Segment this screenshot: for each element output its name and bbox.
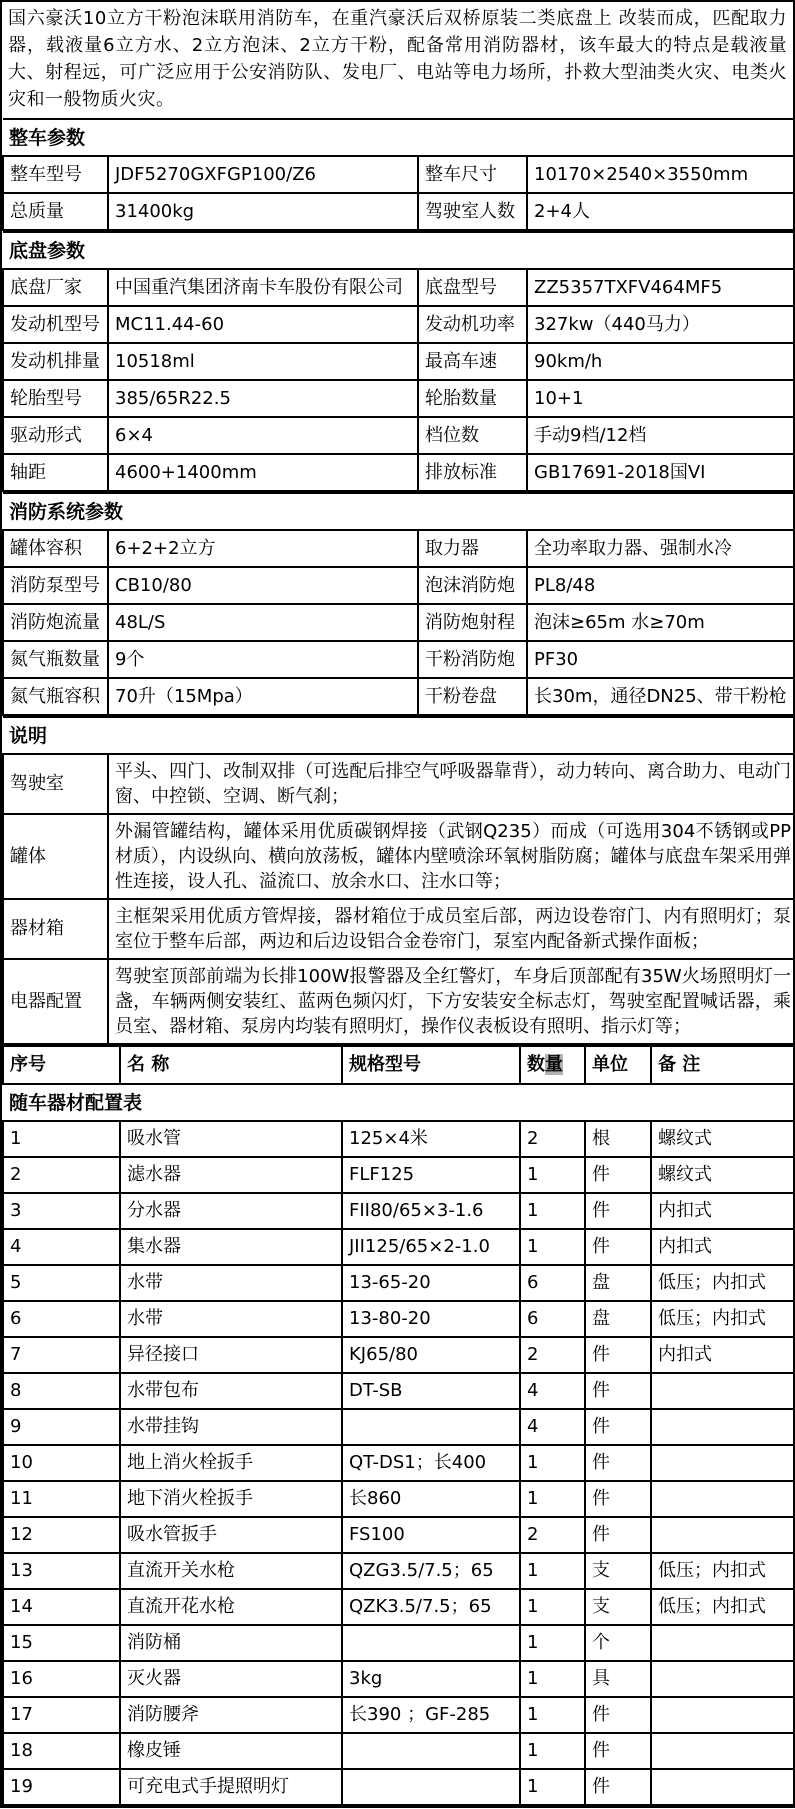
equip-unit: 个: [585, 1625, 651, 1661]
equip-qty: 1: [520, 1481, 585, 1517]
equip-name: 滤水器: [120, 1157, 342, 1193]
param-value: 90km/h: [527, 343, 795, 380]
equip-unit: 件: [585, 1481, 651, 1517]
param-label: 取力器: [418, 530, 527, 567]
equip-qty: 1: [520, 1589, 585, 1625]
param-value: 中国重汽集团济南卡车股份有限公司: [108, 269, 418, 306]
equip-unit: 件: [585, 1229, 651, 1265]
equip-remark: [651, 1661, 795, 1697]
equip-qty: 2: [520, 1517, 585, 1553]
table-row: [3, 530, 795, 567]
equip-model: [342, 1625, 520, 1661]
equip-model: QZK3.5/7.5；65: [342, 1589, 520, 1625]
param-label: 消防炮射程: [418, 604, 527, 641]
equip-model: FS100: [342, 1517, 520, 1553]
table-row: [3, 193, 795, 230]
equip-qty: 4: [520, 1409, 585, 1445]
table-row: [3, 343, 795, 380]
equip-model: DT-SB: [342, 1373, 520, 1409]
equip-no: 17: [3, 1697, 120, 1733]
equip-no: 15: [3, 1625, 120, 1661]
column-header: 名 称: [120, 1046, 342, 1084]
equip-remark: [651, 1697, 795, 1733]
equip-model: KJ65/80: [342, 1337, 520, 1373]
param-value: 10170×2540×3550mm: [527, 156, 795, 193]
equip-name: 可充电式手提照明灯: [120, 1769, 342, 1805]
param-label: 发动机排量: [3, 343, 108, 380]
equip-model: 长860: [342, 1481, 520, 1517]
param-value: 48L/S: [108, 604, 418, 641]
equip-unit: 具: [585, 1661, 651, 1697]
equip-name: 直流开花水枪: [120, 1589, 342, 1625]
equip-qty: 1: [520, 1733, 585, 1769]
table-row: [3, 1553, 795, 1589]
equip-no: 1: [3, 1121, 120, 1157]
table-row: [3, 156, 795, 193]
equip-name: 水带挂钩: [120, 1409, 342, 1445]
section-title-notes: 说明: [3, 717, 795, 754]
equip-qty: 1: [520, 1157, 585, 1193]
param-label: 轮胎型号: [3, 380, 108, 417]
param-label: 驾驶室人数: [418, 193, 527, 230]
equip-remark: [651, 1517, 795, 1553]
equip-no: 6: [3, 1301, 120, 1337]
equipment-table: [2, 1045, 795, 1806]
note-label: 罐体: [3, 814, 108, 899]
section-title-chassis: 底盘参数: [3, 232, 795, 269]
param-value: 长30m，通径DN25、带干粉枪: [527, 678, 795, 715]
param-label: 底盘型号: [418, 269, 527, 306]
param-value: 6+2+2立方: [108, 530, 418, 567]
equip-qty: 1: [520, 1625, 585, 1661]
equipment-header-row: [3, 1046, 795, 1084]
param-label: 罐体容积: [3, 530, 108, 567]
table-row: [3, 1733, 795, 1769]
param-value: ZZ5357TXFV464MF5: [527, 269, 795, 306]
equip-name: 分水器: [120, 1193, 342, 1229]
equip-remark: [651, 1445, 795, 1481]
param-value: 泡沫≥65m 水≥70m: [527, 604, 795, 641]
equip-unit: 盘: [585, 1265, 651, 1301]
param-label: 轴距: [3, 454, 108, 491]
equip-name: 水带: [120, 1301, 342, 1337]
table-row: [3, 1409, 795, 1445]
section-header-row: [3, 493, 795, 530]
param-label: 整车型号: [3, 156, 108, 193]
section-header-row: [3, 717, 795, 754]
equip-name: 消防桶: [120, 1625, 342, 1661]
param-label: 发动机功率: [418, 306, 527, 343]
equip-qty: 1: [520, 1697, 585, 1733]
note-value: 驾驶室顶部前端为长排100W报警器及全红警灯，车身后顶部配有35W火场照明灯一盏，车辆两侧安装红、蓝两色频闪灯，下方安装安全标志灯，驾驶室配置喊话器，乘员室、器材箱、泵房内均装有照明灯，操作仪表板设有照明、指示灯等；: [108, 959, 795, 1044]
column-header: 规格型号: [342, 1046, 520, 1084]
table-row: [3, 959, 795, 1044]
equip-no: 8: [3, 1373, 120, 1409]
equip-unit: 根: [585, 1121, 651, 1157]
equip-no: 19: [3, 1769, 120, 1805]
equip-no: 10: [3, 1445, 120, 1481]
param-label: 干粉消防炮: [418, 641, 527, 678]
section-header-row: [3, 119, 795, 156]
equip-no: 9: [3, 1409, 120, 1445]
param-value: 2+4人: [527, 193, 795, 230]
equip-remark: 内扣式: [651, 1337, 795, 1373]
param-label: 消防泵型号: [3, 567, 108, 604]
param-label: 档位数: [418, 417, 527, 454]
param-value: GB17691-2018国VI: [527, 454, 795, 491]
section-title-vehicle: 整车参数: [3, 119, 795, 156]
equip-model: FLF125: [342, 1157, 520, 1193]
highlighted-char: 量: [545, 1054, 563, 1075]
param-value: PL8/48: [527, 567, 795, 604]
param-label: 轮胎数量: [418, 380, 527, 417]
equip-model: 长390 ；GF-285: [342, 1697, 520, 1733]
param-value: MC11.44-60: [108, 306, 418, 343]
table-row: [3, 567, 795, 604]
equip-name: 消防腰斧: [120, 1697, 342, 1733]
note-value: 外漏管罐结构，罐体采用优质碳钢焊接（武钢Q235）而成（可选用304不锈钢或PP材质），内设纵向、横向放荡板，罐体内壁喷涂环氧树脂防腐；罐体与底盘车架采用弹性连接，设人孔、溢流口、放余水口、注水口等；: [108, 814, 795, 899]
equip-no: 4: [3, 1229, 120, 1265]
column-header: 数量: [520, 1046, 585, 1084]
table-row: [3, 1337, 795, 1373]
equip-qty: 2: [520, 1337, 585, 1373]
equip-qty: 1: [520, 1661, 585, 1697]
table-row: [3, 417, 795, 454]
equip-no: 14: [3, 1589, 120, 1625]
vehicle-params-table: [2, 118, 795, 231]
param-label: 整车尺寸: [418, 156, 527, 193]
equip-model: QZG3.5/7.5；65: [342, 1553, 520, 1589]
table-row: [3, 1589, 795, 1625]
equip-unit: 件: [585, 1157, 651, 1193]
table-row: [3, 1661, 795, 1697]
equip-no: 13: [3, 1553, 120, 1589]
param-label: 干粉卷盘: [418, 678, 527, 715]
table-row: [3, 1193, 795, 1229]
equip-model: 13-80-20: [342, 1301, 520, 1337]
section-title-equipment: 随车器材配置表: [3, 1084, 795, 1121]
equip-name: 吸水管: [120, 1121, 342, 1157]
table-row: [3, 380, 795, 417]
column-header: 单位: [585, 1046, 651, 1084]
equip-name: 直流开关水枪: [120, 1553, 342, 1589]
note-value: 平头、四门、改制双排（可选配后排空气呼吸器靠背），动力转向、离合助力、电动门窗、中控锁、空调、断气刹；: [108, 754, 795, 814]
equip-qty: 1: [520, 1769, 585, 1805]
param-value: 10518ml: [108, 343, 418, 380]
table-row: [3, 1301, 795, 1337]
intro-paragraph: 国六豪沃10立方干粉泡沫联用消防车，在重汽豪沃后双桥原装二类底盘上 改装而成，匹配取力器，载液量6立方水、2立方泡沫、2立方干粉，配备常用消防器材，该车最大的特点是载液量大、射程远，可广泛应用于公安消防队、发电厂、电站等电力场所，扑救大型油类火灾、电类火灾和一般物质火灾。: [8, 8, 787, 110]
param-label: 总质量: [3, 193, 108, 230]
equip-name: 地下消火栓扳手: [120, 1481, 342, 1517]
table-row: [3, 604, 795, 641]
equip-remark: 螺纹式: [651, 1157, 795, 1193]
equip-no: 11: [3, 1481, 120, 1517]
param-value: CB10/80: [108, 567, 418, 604]
param-value: 327kw（440马力）: [527, 306, 795, 343]
table-row: [3, 1265, 795, 1301]
table-row: [3, 814, 795, 899]
table-row: [3, 1157, 795, 1193]
table-row: [3, 1373, 795, 1409]
equip-qty: 2: [520, 1121, 585, 1157]
equip-unit: 支: [585, 1589, 651, 1625]
equip-unit: 件: [585, 1517, 651, 1553]
table-row: [3, 678, 795, 715]
table-row: [3, 1229, 795, 1265]
param-value: 全功率取力器、强制水冷: [527, 530, 795, 567]
table-row: [3, 306, 795, 343]
column-header: 备 注: [651, 1046, 795, 1084]
param-label: 底盘厂家: [3, 269, 108, 306]
equip-qty: 6: [520, 1265, 585, 1301]
equip-unit: 支: [585, 1553, 651, 1589]
equip-name: 集水器: [120, 1229, 342, 1265]
equip-model: 13-65-20: [342, 1265, 520, 1301]
equip-remark: [651, 1481, 795, 1517]
table-row: [3, 754, 795, 814]
equip-qty: 6: [520, 1301, 585, 1337]
table-row: [3, 899, 795, 959]
table-row: [3, 641, 795, 678]
column-header: 序号: [3, 1046, 120, 1084]
param-label: 最高车速: [418, 343, 527, 380]
equip-name: 水带: [120, 1265, 342, 1301]
equip-model: JII125/65×2-1.0: [342, 1229, 520, 1265]
param-label: 氮气瓶数量: [3, 641, 108, 678]
equip-remark: 低压；内扣式: [651, 1301, 795, 1337]
param-label: 发动机型号: [3, 306, 108, 343]
column-header-row: [3, 1046, 795, 1084]
equip-model: [342, 1769, 520, 1805]
equip-no: 3: [3, 1193, 120, 1229]
equip-no: 5: [3, 1265, 120, 1301]
param-value: JDF5270GXFGP100/Z6: [108, 156, 418, 193]
chassis-params-table: [2, 231, 795, 492]
equip-remark: [651, 1625, 795, 1661]
note-label: 器材箱: [3, 899, 108, 959]
param-value: 4600+1400mm: [108, 454, 418, 491]
section-header-row: [3, 232, 795, 269]
table-row: [3, 1445, 795, 1481]
param-value: 手动9档/12档: [527, 417, 795, 454]
equip-remark: [651, 1769, 795, 1805]
equip-qty: 1: [520, 1229, 585, 1265]
param-label: 排放标准: [418, 454, 527, 491]
equip-name: 吸水管扳手: [120, 1517, 342, 1553]
note-value: 主框架采用优质方管焊接，器材箱位于成员室后部，两边设卷帘门、内有照明灯；泵室位于整车后部，两边和后边设铝合金卷帘门，泵室内配备新式操作面板；: [108, 899, 795, 959]
equip-qty: 4: [520, 1373, 585, 1409]
table-row: [3, 1769, 795, 1805]
equip-unit: 件: [585, 1697, 651, 1733]
equip-unit: 件: [585, 1409, 651, 1445]
equip-remark: 内扣式: [651, 1193, 795, 1229]
equip-qty: 1: [520, 1445, 585, 1481]
equip-remark: [651, 1409, 795, 1445]
param-value: 31400kg: [108, 193, 418, 230]
equip-no: 18: [3, 1733, 120, 1769]
param-value: PF30: [527, 641, 795, 678]
equip-qty: 1: [520, 1193, 585, 1229]
equip-unit: 件: [585, 1769, 651, 1805]
equip-unit: 件: [585, 1337, 651, 1373]
table-row: [3, 1625, 795, 1661]
table-row: [3, 454, 795, 491]
equip-model: QT-DS1；长400: [342, 1445, 520, 1481]
equip-name: 异径接口: [120, 1337, 342, 1373]
equip-model: FII80/65×3-1.6: [342, 1193, 520, 1229]
equip-remark: [651, 1373, 795, 1409]
equip-model: [342, 1409, 520, 1445]
param-value: 9个: [108, 641, 418, 678]
equip-qty: 1: [520, 1553, 585, 1589]
equip-unit: 件: [585, 1193, 651, 1229]
table-row: [3, 1481, 795, 1517]
equip-no: 12: [3, 1517, 120, 1553]
table-row: [3, 1697, 795, 1733]
equip-model: 3kg: [342, 1661, 520, 1697]
section-header-row: [3, 1084, 795, 1121]
param-value: 6×4: [108, 417, 418, 454]
table-row: [3, 1517, 795, 1553]
note-label: 驾驶室: [3, 754, 108, 814]
equip-remark: 内扣式: [651, 1229, 795, 1265]
equip-model: [342, 1733, 520, 1769]
equip-no: 16: [3, 1661, 120, 1697]
equip-remark: 低压；内扣式: [651, 1589, 795, 1625]
equip-remark: 低压；内扣式: [651, 1553, 795, 1589]
equip-remark: 低压；内扣式: [651, 1265, 795, 1301]
equip-name: 水带包布: [120, 1373, 342, 1409]
section-title-fire-system: 消防系统参数: [3, 493, 795, 530]
note-label: 电器配置: [3, 959, 108, 1044]
fire-system-params-table: [2, 492, 795, 716]
param-label: 泡沫消防炮: [418, 567, 527, 604]
equip-name: 地上消火栓扳手: [120, 1445, 342, 1481]
equip-name: 灭火器: [120, 1661, 342, 1697]
param-label: 消防炮流量: [3, 604, 108, 641]
equip-unit: 件: [585, 1445, 651, 1481]
notes-table: [2, 716, 795, 1045]
equip-remark: 螺纹式: [651, 1121, 795, 1157]
table-row: [3, 1121, 795, 1157]
param-value: 10+1: [527, 380, 795, 417]
equip-remark: [651, 1733, 795, 1769]
equip-no: 2: [3, 1157, 120, 1193]
equip-unit: 件: [585, 1733, 651, 1769]
param-label: 氮气瓶容积: [3, 678, 108, 715]
param-value: 385/65R22.5: [108, 380, 418, 417]
equip-name: 橡皮锤: [120, 1733, 342, 1769]
param-label: 驱动形式: [3, 417, 108, 454]
equip-no: 7: [3, 1337, 120, 1373]
equip-unit: 件: [585, 1373, 651, 1409]
equip-unit: 盘: [585, 1301, 651, 1337]
table-row: [3, 269, 795, 306]
equip-model: 125×4米: [342, 1121, 520, 1157]
param-value: 70升（15Mpa）: [108, 678, 418, 715]
